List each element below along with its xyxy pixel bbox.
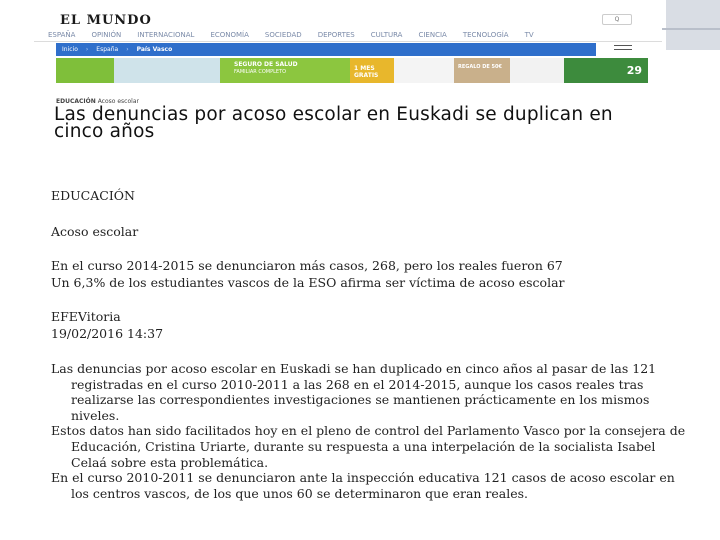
nav-item[interactable]: TV	[524, 31, 534, 39]
nav-item[interactable]: CULTURA	[370, 31, 403, 39]
breadcrumb-separator: ›	[126, 46, 129, 53]
ad-text: FAMILIAR COMPLETO	[234, 69, 287, 75]
ad-text: 1 MES GRATIS	[354, 65, 379, 79]
byline: EFEVitoria	[51, 309, 121, 324]
section-label: EDUCACIÓN	[51, 188, 135, 203]
section-tag-main[interactable]: EDUCACIÓN	[56, 98, 96, 105]
subtitle-line: En el curso 2014-2015 se denunciaron más casos, 268, pero los reales fueron 67	[51, 258, 563, 273]
breadcrumb-item[interactable]: Inicio	[62, 46, 78, 53]
logo-text: EL MUNDO	[60, 13, 152, 28]
nav-item[interactable]: TECNOLOGÍA	[462, 31, 509, 39]
ad-panel	[56, 58, 114, 83]
ad-text: SEGURO DE SALUD	[234, 61, 298, 68]
breadcrumb-separator: ›	[85, 46, 89, 53]
ad-text: REGALO DE 50€	[458, 64, 502, 70]
ad-panel	[454, 58, 510, 83]
search-icon[interactable]: Q	[602, 14, 632, 25]
ad-price: 29	[626, 64, 642, 77]
hamburger-icon	[614, 45, 632, 46]
body-paragraph: Las denuncias por acoso escolar en Euskadi se han duplicado en cinco años al pasar de las 121 registradas en el curso 2010-2011 a las 268 en el 2014-2015, aunque los casos reales tras realizarse las correspondientes investigaciones se mantienen prácticamente en los mismos niveles.	[51, 361, 657, 423]
menu-button[interactable]	[614, 45, 634, 59]
breadcrumb-item[interactable]: País Vasco	[136, 46, 173, 53]
section-tag-sub[interactable]: Acoso escolar	[97, 98, 139, 105]
nav-item[interactable]: DEPORTES	[317, 31, 355, 39]
nav-item[interactable]: INTERNACIONAL	[137, 31, 195, 39]
nav-item[interactable]: ECONOMÍA	[210, 31, 249, 39]
body-paragraph: Estos datos han sido facilitados hoy en el pleno de control del Parlamento Vasco por la consejera de Educación, Cristina Uriarte, durante su respuesta a una interpelación de la socialista Isabel Celaá sobre esta problemática.	[51, 423, 686, 470]
nav-item[interactable]: CIENCIA	[418, 31, 447, 39]
ad-panel	[350, 58, 394, 83]
article-screenshot	[34, 10, 662, 160]
subsection-label: Acoso escolar	[51, 224, 139, 239]
ad-panel	[564, 58, 648, 83]
ad-panel	[114, 58, 220, 83]
hamburger-icon	[614, 49, 632, 50]
slide-corner-decoration	[666, 0, 720, 50]
site-logo[interactable]	[60, 13, 152, 28]
breadcrumb-item[interactable]: España	[96, 46, 119, 53]
slide-corner-line	[660, 28, 720, 30]
ad-panel	[220, 58, 350, 83]
nav-item[interactable]: OPINIÓN	[91, 31, 122, 39]
article-body	[51, 361, 691, 501]
main-nav	[34, 28, 662, 42]
nav-item[interactable]: SOCIEDAD	[264, 31, 302, 39]
nav-item[interactable]: ESPAÑA	[48, 31, 76, 39]
ad-banner[interactable]	[56, 58, 648, 83]
ad-panel	[394, 58, 454, 83]
breadcrumb	[56, 43, 596, 56]
slide-top-frame	[0, 0, 720, 8]
subtitle-line: Un 6,3% de los estudiantes vascos de la ESO afirma ser víctima de acoso escolar	[51, 275, 565, 290]
ad-panel	[510, 58, 564, 83]
body-paragraph: En el curso 2010-2011 se denunciaron ante la inspección educativa 121 casos de acoso escolar en los centros vascos, de los que unos 60 se determinaron que eran reales.	[51, 470, 675, 501]
article-headline: Las denuncias por acoso escolar en Euskadi se duplican en cinco años	[54, 104, 613, 142]
article-date: 19/02/2016 14:37	[51, 326, 164, 341]
